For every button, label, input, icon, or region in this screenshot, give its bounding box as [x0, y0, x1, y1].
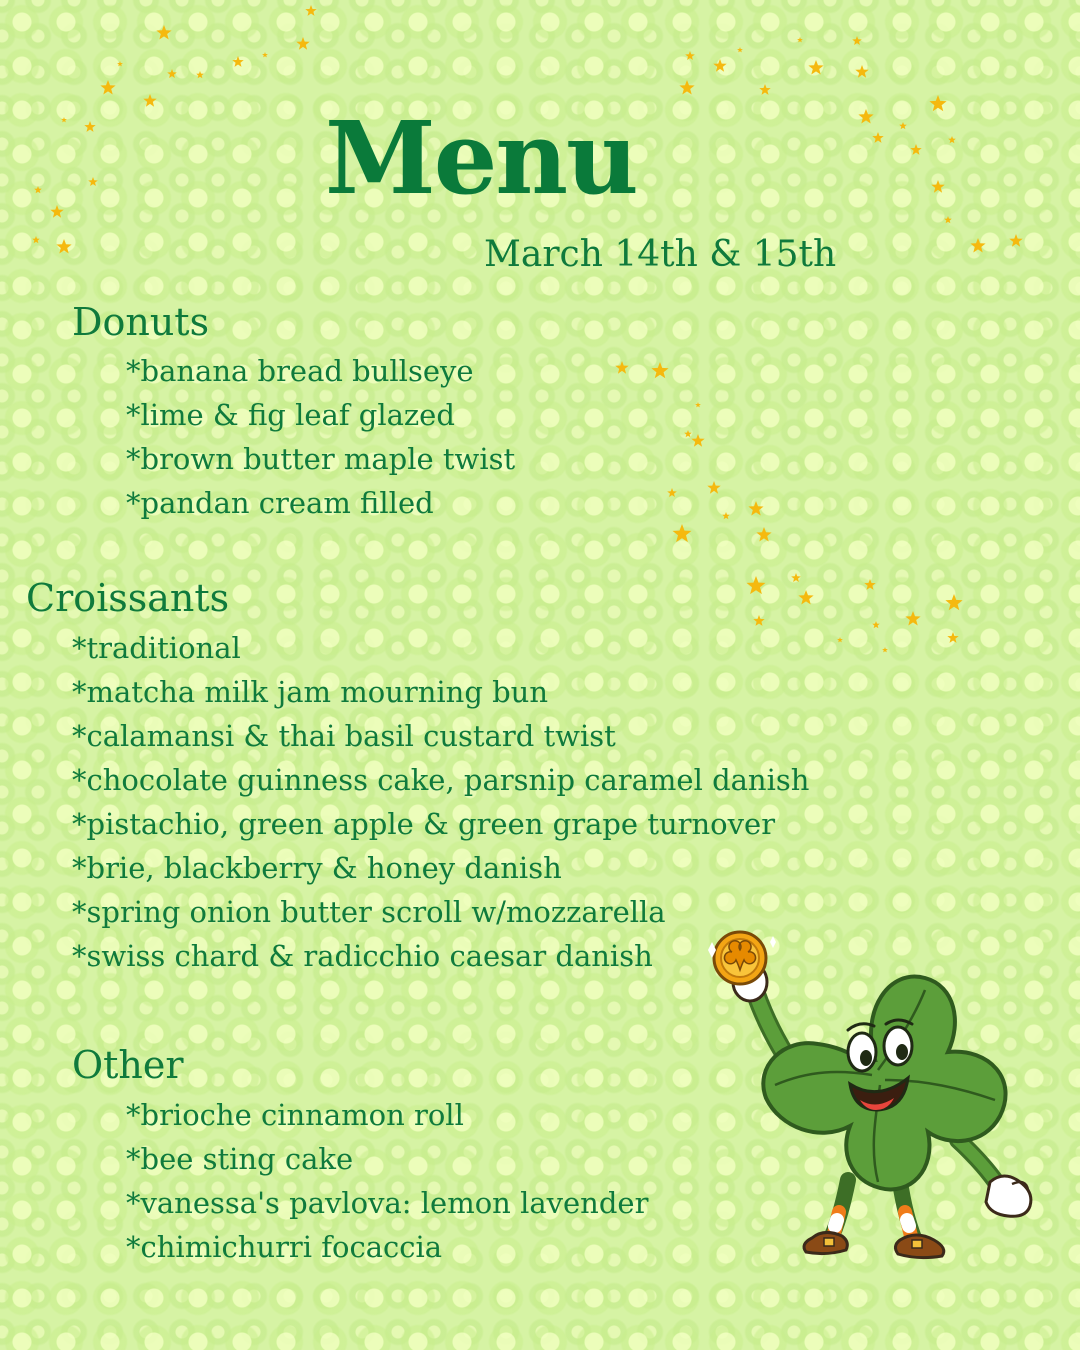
star-icon	[756, 527, 771, 542]
star-icon	[948, 136, 956, 143]
star-icon	[910, 144, 921, 155]
page-title: Menu	[325, 99, 637, 217]
shoe-icon	[895, 1235, 943, 1258]
star-icon	[798, 590, 813, 605]
list-item: *pistachio, green apple & green grape turnover	[72, 807, 776, 841]
list-item: *calamansi & thai basil custard twist	[72, 719, 616, 753]
star-icon	[684, 430, 692, 437]
star-icon	[737, 47, 743, 52]
event-date: March 14th & 15th	[484, 234, 837, 275]
list-item: *matcha milk jam mourning bun	[72, 675, 549, 709]
star-icon	[899, 122, 907, 129]
star-icon	[872, 132, 883, 143]
star-icon	[167, 69, 177, 78]
star-icon	[156, 25, 171, 40]
star-icon	[84, 121, 95, 132]
section-heading-croissants: Croissants	[26, 576, 230, 620]
star-icon	[651, 362, 668, 378]
donuts-list	[126, 349, 515, 525]
star-icon	[945, 594, 962, 610]
other-list	[126, 1093, 648, 1269]
star-icon	[196, 71, 204, 78]
star-icon	[305, 5, 316, 16]
star-icon	[970, 238, 985, 253]
list-item: *chimichurri focaccia	[126, 1230, 443, 1264]
star-icon	[296, 37, 309, 50]
star-icon	[50, 205, 63, 218]
star-icon	[882, 647, 888, 652]
star-icon	[753, 615, 764, 626]
star-icon	[673, 524, 692, 542]
star-icon	[722, 512, 730, 519]
shoe-icon	[804, 1232, 847, 1253]
star-icon	[858, 109, 873, 124]
glove-icon	[986, 1176, 1031, 1216]
star-icon	[837, 637, 843, 642]
star-icon	[947, 632, 958, 643]
list-item: *brie, blackberry & honey danish	[72, 851, 562, 885]
list-item: *vanessa's pavlova: lemon lavender	[126, 1186, 649, 1220]
star-icon	[143, 94, 156, 107]
star-icon	[713, 59, 726, 72]
star-icon	[759, 84, 770, 95]
star-icon	[667, 488, 677, 497]
list-item: *brown butter maple twist	[126, 442, 516, 476]
star-icon	[88, 177, 98, 186]
star-icon	[707, 481, 720, 494]
section-heading-donuts: Donuts	[72, 300, 210, 344]
list-item: *swiss chard & radicchio caesar danish	[72, 939, 653, 973]
list-item: *pandan cream filled	[126, 486, 434, 520]
star-icon	[34, 186, 42, 193]
star-icon	[872, 621, 880, 628]
star-icon	[56, 239, 71, 254]
list-item: *spring onion butter scroll w/mozzarella	[72, 895, 666, 929]
star-icon	[679, 80, 694, 95]
star-icon	[1009, 234, 1022, 247]
list-item: *traditional	[72, 631, 241, 665]
star-icon	[852, 36, 862, 45]
list-item: *chocolate guinness cake, parsnip caramel danish	[72, 763, 810, 797]
section-heading-other: Other	[72, 1043, 184, 1087]
star-icon	[61, 117, 67, 122]
star-icon	[685, 51, 695, 60]
star-icon	[232, 56, 243, 67]
star-icon	[944, 216, 952, 223]
list-item: *brioche cinnamon roll	[126, 1098, 464, 1132]
shamrock-mascot-icon	[700, 920, 1040, 1280]
star-icon	[808, 60, 823, 75]
star-icon	[905, 611, 920, 626]
star-icon	[797, 37, 803, 42]
list-item: *lime & fig leaf glazed	[126, 398, 455, 432]
croissants-list	[72, 626, 809, 978]
star-icon	[791, 573, 801, 582]
list-item: *bee sting cake	[126, 1142, 354, 1176]
star-icon	[100, 80, 115, 95]
star-icon	[615, 361, 628, 374]
star-icon	[117, 61, 123, 66]
star-icon	[864, 579, 875, 590]
star-icon	[931, 180, 944, 193]
star-icon	[748, 501, 763, 516]
star-icon	[262, 52, 268, 57]
star-icon	[929, 95, 946, 111]
star-icon	[691, 434, 704, 447]
star-icon	[695, 402, 701, 407]
list-item: *banana bread bullseye	[126, 354, 474, 388]
star-icon	[747, 576, 766, 594]
star-icon	[855, 65, 868, 78]
star-icon	[32, 236, 40, 243]
